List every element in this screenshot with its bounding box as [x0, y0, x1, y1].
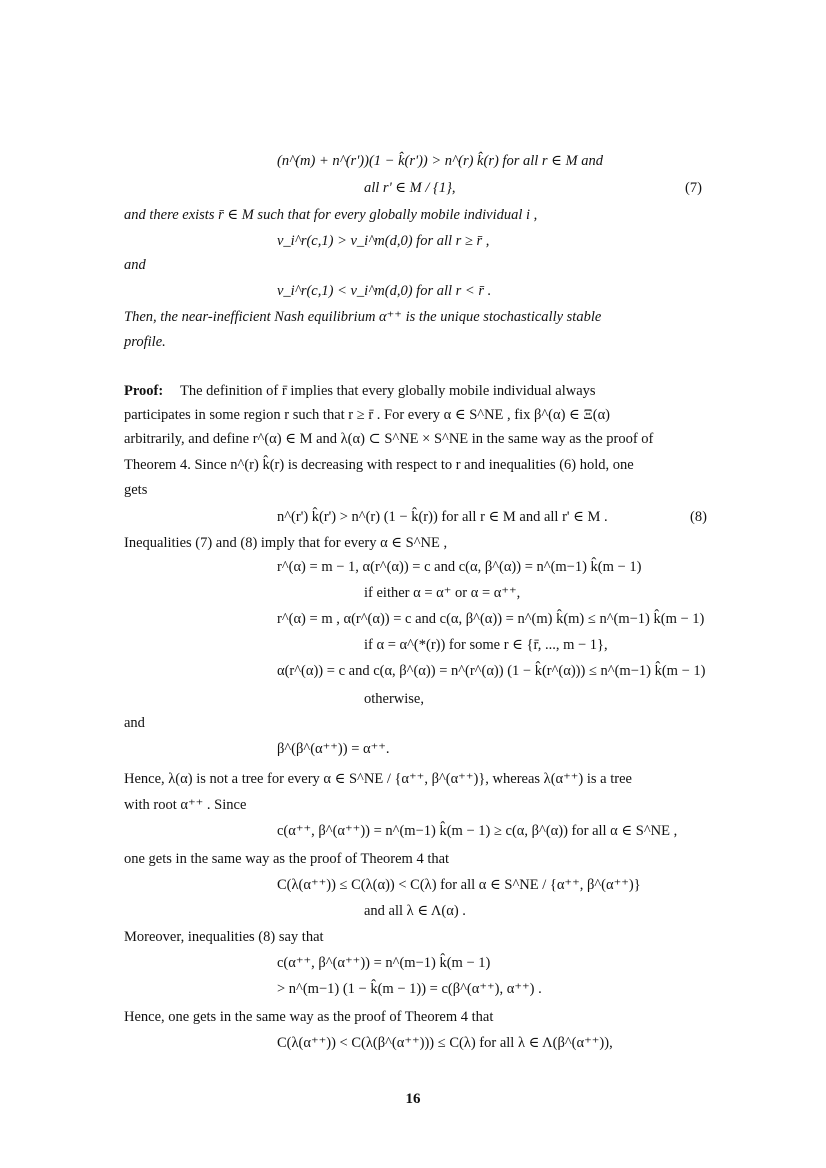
- proof-line-9: one gets in the same way as the proof of Theorem 4 that: [124, 851, 450, 867]
- proof-line-5: gets: [124, 482, 148, 498]
- theorem-condition-line-2: all r' ∈ M / {1},: [364, 180, 456, 196]
- case-1-condition: if either α = α⁺ or α = α⁺⁺,: [364, 585, 521, 601]
- proof-line-8: with root α⁺⁺ . Since: [124, 797, 247, 813]
- proof-heading: Proof:: [124, 383, 164, 399]
- beta-fixed-point: β^(β^(α⁺⁺)) = α⁺⁺.: [277, 741, 390, 757]
- theorem-condition-line-1: (n^(m) + n^(r'))(1 − k̂(r')) > n^(r) k̂(r) for all r ∈ M and: [277, 153, 603, 169]
- case-1-line: r^(α) = m − 1, α(r^(α)) = c and c(α, β^(α)) = n^(m−1) k̂(m − 1): [277, 559, 642, 575]
- proof-line-10: Moreover, inequalities (8) say that: [124, 929, 324, 945]
- proof-line-11: Hence, one gets in the same way as the proof of Theorem 4 that: [124, 1009, 494, 1025]
- theorem-conclusion-line-2: profile.: [124, 334, 166, 350]
- equation-number-8: (8): [690, 509, 707, 525]
- tree-cost-inequality-1: C(λ(α⁺⁺)) ≤ C(λ(α)) < C(λ) for all α ∈ S^NE / {α⁺⁺, β^(α⁺⁺)}: [277, 877, 641, 893]
- cost-equation-2: > n^(m−1) (1 − k̂(m − 1)) = c(β^(α⁺⁺), α⁺⁺) .: [277, 981, 542, 997]
- theorem-and: and: [124, 257, 146, 273]
- theorem-conclusion-line-1: Then, the near-inefficient Nash equilibrium α⁺⁺ is the unique stochastically stable: [124, 309, 602, 325]
- case-3-line: α(r^(α)) = c and c(α, β^(α)) = n^(r^(α)) (1 − k̂(r^(α))) ≤ n^(m−1) k̂(m − 1): [277, 663, 706, 679]
- cost-inequality: c(α⁺⁺, β^(α⁺⁺)) = n^(m−1) k̂(m − 1) ≥ c(α, β^(α)) for all α ∈ S^NE ,: [277, 823, 678, 839]
- proof-line-2: participates in some region r such that r ≥ r̄ . For every α ∈ S^NE , fix β^(α) ∈ Ξ(α): [124, 407, 610, 423]
- proof-line-1: The definition of r̄ implies that every globally mobile individual always: [180, 383, 596, 399]
- theorem-condition-line-3: and there exists r̄ ∈ M such that for every globally mobile individual i ,: [124, 207, 538, 223]
- tree-cost-inequality-2: C(λ(α⁺⁺)) < C(λ(β^(α⁺⁺))) ≤ C(λ) for all λ ∈ Λ(β^(α⁺⁺)),: [277, 1035, 613, 1051]
- case-2-condition: if α = α^(*(r)) for some r ∈ {r̄, ..., m − 1},: [364, 637, 608, 653]
- theorem-inequality-2: v_i^r(c,1) < v_i^m(d,0) for all r < r̄ .: [277, 283, 492, 299]
- tree-cost-condition-1: and all λ ∈ Λ(α) .: [364, 903, 466, 919]
- theorem-inequality-1: v_i^r(c,1) > v_i^m(d,0) for all r ≥ r̄ ,: [277, 233, 490, 249]
- case-2-line: r^(α) = m , α(r^(α)) = c and c(α, β^(α)) = n^(m) k̂(m) ≤ n^(m−1) k̂(m − 1): [277, 611, 705, 627]
- cost-equation-1: c(α⁺⁺, β^(α⁺⁺)) = n^(m−1) k̂(m − 1): [277, 955, 491, 971]
- equation-number-7: (7): [685, 180, 702, 196]
- case-3-condition: otherwise,: [364, 691, 424, 707]
- proof-line-7: Hence, λ(α) is not a tree for every α ∈ S^NE / {α⁺⁺, β^(α⁺⁺)}, whereas λ(α⁺⁺) is a tree: [124, 771, 632, 787]
- proof-line-3: arbitrarily, and define r^(α) ∈ M and λ(α) ⊂ S^NE × S^NE in the same way as the proof of: [124, 431, 654, 447]
- proof-and: and: [124, 715, 145, 731]
- inequality-8: n^(r') k̂(r') > n^(r) (1 − k̂(r)) for all r ∈ M and all r' ∈ M .: [277, 509, 608, 525]
- page-number: 16: [405, 1091, 421, 1107]
- proof-line-4: Theorem 4. Since n^(r) k̂(r) is decreasing with respect to r and inequalities (6) hold, one: [124, 457, 634, 473]
- proof-line-6: Inequalities (7) and (8) imply that for every α ∈ S^NE ,: [124, 535, 448, 551]
